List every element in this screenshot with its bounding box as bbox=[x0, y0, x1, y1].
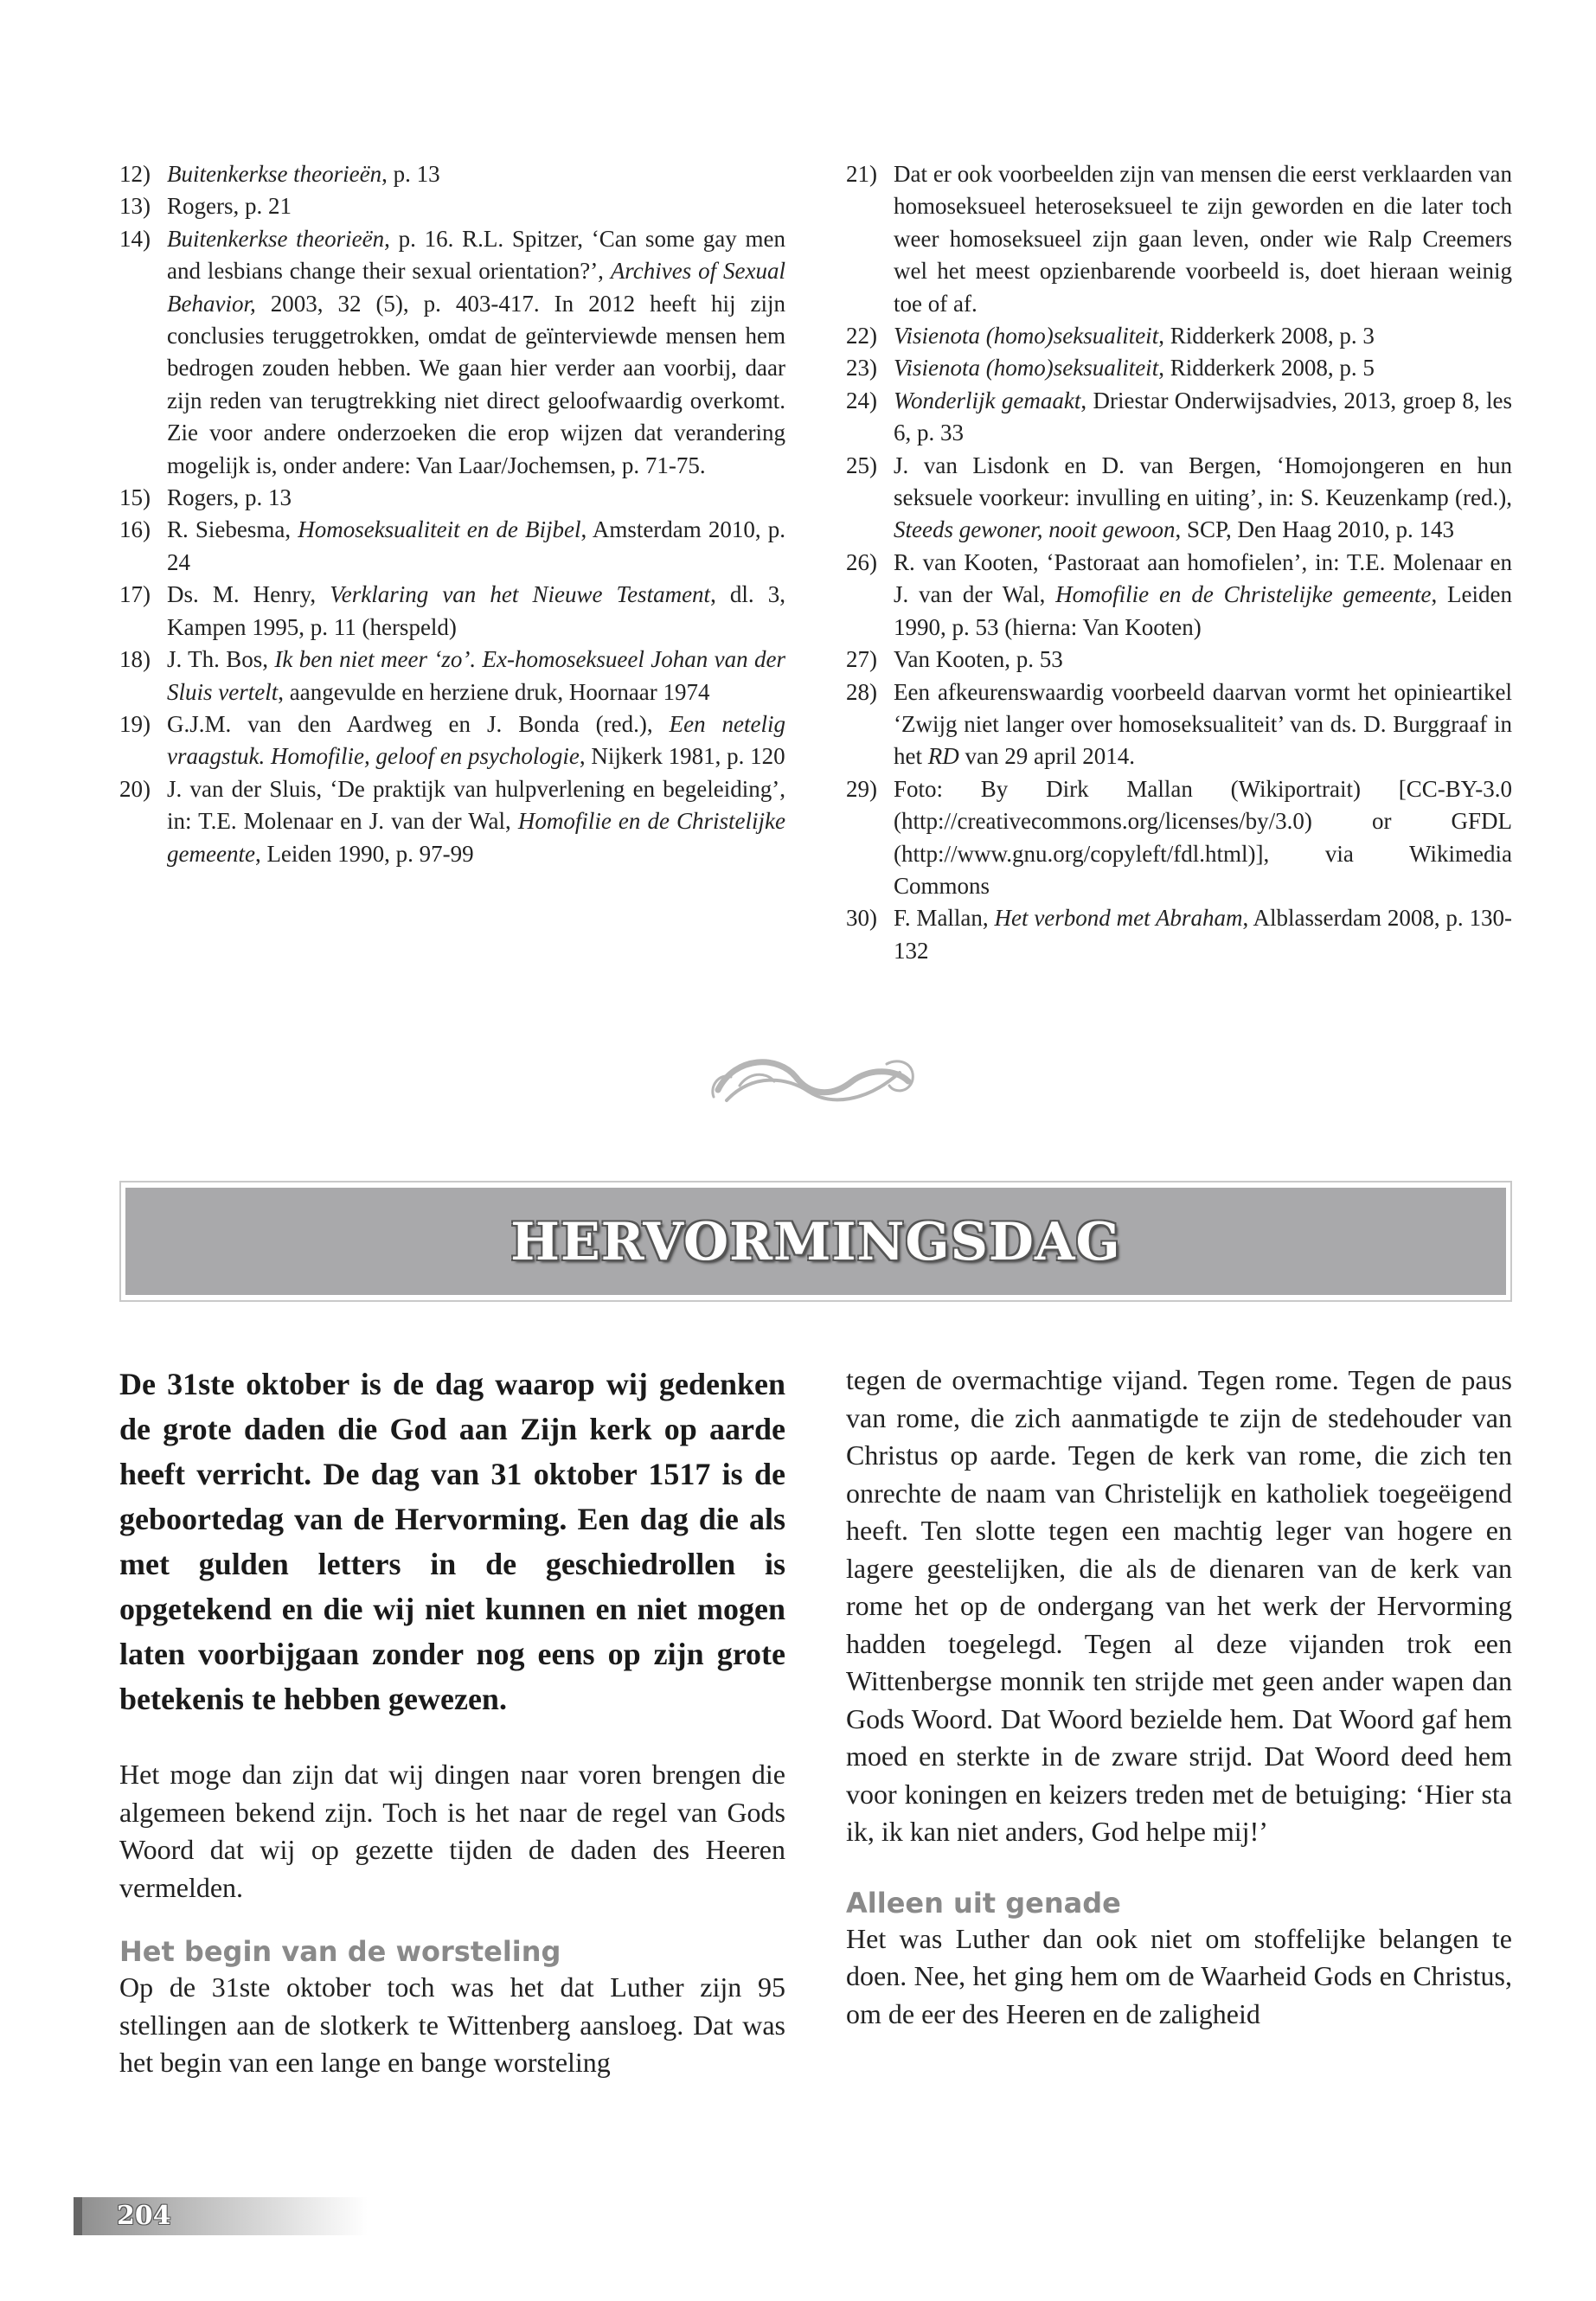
footnote-text: G.J.M. van den Aardweg en J. Bonda (red.), Een netelig vraagstuk. Homofilie, geloof en psychologie, Nijkerk 1981, p. 120 bbox=[167, 710, 786, 770]
footnote-text: Ds. M. Henry, Verklaring van het Nieuwe Testament, dl. 3, Kampen 1995, p. 11 (herspeld) bbox=[167, 581, 785, 640]
footnote-text: Dat er ook voorbeelden zijn van mensen die eerst verklaarden van homoseksueel heteroseksueel te zijn geworden en die later toch weer homoseksueel zijn gaan leven, onder wie Ralp Creemers wel het meest opzienbarende voorbeeld is, doet hieraan weinig toe of af. bbox=[894, 161, 1512, 317]
footnote bbox=[119, 190, 785, 222]
footnote-number: 27) bbox=[846, 646, 877, 673]
footnote bbox=[846, 902, 1512, 967]
footnote-number: 13) bbox=[119, 193, 151, 220]
footnote bbox=[119, 158, 785, 190]
footnote bbox=[119, 644, 785, 708]
page-number-bar-edge bbox=[74, 2197, 82, 2235]
footnote-number: 25) bbox=[846, 452, 877, 478]
footnote-number: 18) bbox=[119, 646, 151, 673]
footnote-number: 19) bbox=[119, 710, 151, 737]
ornament-flourish-icon bbox=[701, 1047, 926, 1116]
section-title: HERVORMINGSDAG bbox=[510, 1212, 1121, 1272]
article-right-column bbox=[846, 1362, 1512, 2033]
footnote-text: J. van Lisdonk en D. van Bergen, ‘Homojongeren en hun seksuele voorkeur: invulling en uiting’, in: S. Keuzenkamp (red.), Steeds gewoner, nooit gewoon, SCP, Den Haag 2010, p. 143 bbox=[894, 452, 1512, 543]
footnote-text: Rogers, p. 13 bbox=[167, 484, 292, 511]
footnote-text: R. van Kooten, ‘Pastoraat aan homofielen’, in: T.E. Molenaar en J. van der Wal, Homofilie en de Christelijke gemeente, Leiden 1990, p. 53 (hierna: Van Kooten) bbox=[894, 548, 1512, 640]
page-number: 204 bbox=[117, 2201, 171, 2231]
footnote bbox=[846, 773, 1512, 903]
footnote-text: Van Kooten, p. 53 bbox=[894, 646, 1063, 673]
footnote-number: 24) bbox=[846, 387, 877, 413]
footnote bbox=[119, 773, 785, 870]
footnote bbox=[846, 644, 1512, 676]
subheading: Alleen uit genade bbox=[846, 1886, 1121, 1920]
footnote-text: J. Th. Bos, Ik ben niet meer ‘zo’. Ex-homoseksueel Johan van der Sluis vertelt, aangevulde en herziene druk, Hoornaar 1974 bbox=[167, 646, 785, 705]
footnote-number: 26) bbox=[846, 548, 877, 575]
footnote bbox=[846, 676, 1512, 773]
footnote-number: 29) bbox=[846, 775, 877, 802]
subheading: Het begin van de worsteling bbox=[119, 1935, 561, 1968]
footnote bbox=[846, 352, 1512, 384]
footnote-text: Wonderlijk gemaakt, Driestar Onderwijsadvies, 2013, groep 8, les 6, p. 33 bbox=[894, 387, 1512, 446]
footnote bbox=[119, 223, 785, 482]
footnote-text: Buitenkerkse theorieën, p. 13 bbox=[167, 161, 440, 187]
footnote-text: J. van der Sluis, ‘De praktijk van hulpverlening en begeleiding’, in: T.E. Molenaar en J. van der Wal, Homofilie en de Christelijke gemeente, Leiden 1990, p. 97-99 bbox=[167, 775, 786, 867]
footnote-text: Foto: By Dirk Mallan (Wikiportrait) [CC-BY-3.0 (http://creativecommons.org/licenses/by/3.0) or GFDL (http://www.gnu.org/copyleft/fdl.html)], via Wikimedia Commons bbox=[894, 775, 1512, 899]
footnotes-right-column bbox=[846, 158, 1512, 967]
footnote-number: 23) bbox=[846, 355, 877, 381]
paragraph: Op de 31ste oktober toch was het dat Luther zijn 95 stellingen aan de slotkerk te Wittenberg aansloeg. Dat was het begin van een lange en bange worsteling bbox=[119, 1971, 785, 2078]
footnote-number: 12) bbox=[119, 161, 151, 187]
footnote bbox=[119, 579, 785, 644]
footnote-text: Visienota (homo)seksualiteit, Ridderkerk 2008, p. 3 bbox=[894, 323, 1375, 349]
footnote bbox=[846, 450, 1512, 547]
footnote-number: 21) bbox=[846, 161, 877, 187]
footnote bbox=[119, 514, 785, 579]
footnote-number: 28) bbox=[846, 678, 877, 705]
footnote bbox=[846, 547, 1512, 644]
footnote-text: Een afkeurenswaardig voorbeeld daarvan vormt het opinieartikel ‘Zwijg niet langer over homoseksualiteit’ van ds. D. Burggraaf in het RD van 29 april 2014. bbox=[894, 678, 1512, 770]
footnote-number: 17) bbox=[119, 581, 151, 608]
footnote bbox=[119, 708, 785, 773]
footnotes-left-column bbox=[119, 158, 785, 870]
footnote-text: Rogers, p. 21 bbox=[167, 193, 292, 220]
footnote-number: 22) bbox=[846, 323, 877, 349]
section-banner bbox=[125, 1188, 1506, 1295]
footnote-text: Visienota (homo)seksualiteit, Ridderkerk 2008, p. 5 bbox=[894, 355, 1375, 381]
footnote bbox=[846, 320, 1512, 352]
footnote-text: Buitenkerkse theorieën, p. 16. R.L. Spitzer, ‘Can some gay men and lesbians change their sexual orientation?’, Archives of Sexual Behavior, 2003, 32 (5), p. 403-417. In 2012 heeft hij zijn conclusies teruggetrokken, omdat de geïnterviewde mensen hem bedrogen zouden hebben. We gaan hier verder aan voorbij, daar zijn reden van terugtrekking niet direct geloofwaardig overkomt. Zie voor andere onderzoeken die erop wijzen dat verandering mogelijk is, onder andere: Van Laar/Jochemsen, p. 71-75. bbox=[167, 225, 785, 478]
footnote-number: 15) bbox=[119, 484, 151, 511]
footnote-number: 30) bbox=[846, 905, 877, 932]
footnote bbox=[846, 385, 1512, 450]
lead-paragraph: De 31ste oktober is de dag waarop wij gedenken de grote daden die God aan Zijn kerk op aarde heeft verricht. De dag van 31 oktober 1517 is de geboortedag van de Hervorming. Een dag die als met gulden letters in de geschiedrollen is opgetekend en die wij niet kunnen en niet mogen laten voorbijgaan zonder nog eens op zijn grote betekenis te hebben gewezen. bbox=[119, 1367, 785, 1716]
footnote bbox=[846, 158, 1512, 320]
footnote bbox=[119, 482, 785, 514]
footnote-number: 14) bbox=[119, 225, 151, 252]
paragraph: Het was Luther dan ook niet om stoffelijke belangen te doen. Nee, het ging hem om de Waarheid Gods en Christus, om de eer des Heeren en de zaligheid bbox=[846, 1922, 1512, 2029]
article-left-column bbox=[119, 1362, 785, 2082]
footnote-number: 20) bbox=[119, 775, 151, 802]
footnote-number: 16) bbox=[119, 516, 151, 543]
paragraph: Het moge dan zijn dat wij dingen naar voren brengen die algemeen bekend zijn. Toch is het naar de regel van Gods Woord dat wij op gezette tijden de daden des Heeren vermelden. bbox=[119, 1759, 785, 1903]
footnote-text: F. Mallan, Het verbond met Abraham, Alblasserdam 2008, p. 130-132 bbox=[894, 905, 1512, 964]
paragraph: tegen de overmachtige vijand. Tegen rome. Tegen de paus van rome, die zich aanmatigde te zijn de stedehouder van Christus op aarde. Tegen de kerk van rome, die zich ten onrechte de naam van Christelijk en katholiek toegeëigend heeft. Ten slotte tegen een machtig leger van hogere en lagere geestelijken, die als de dienaren van de kerk van rome het op de ondergang van het werk der Hervorming hadden toegelegd. Tegen al deze vijanden trok een Wittenbergse monnik ten strijde met geen ander wapen dan Gods Woord. Dat Woord bezielde hem. Dat Woord gaf hem moed en sterkte in de zware strijd. Dat Woord deed hem voor koningen en keizers treden met de betuiging: ‘Hier sta ik, ik kan niet anders, God helpe mij!’ bbox=[846, 1364, 1512, 1847]
footnote-text: R. Siebesma, Homoseksualiteit en de Bijbel, Amsterdam 2010, p. 24 bbox=[167, 516, 785, 575]
